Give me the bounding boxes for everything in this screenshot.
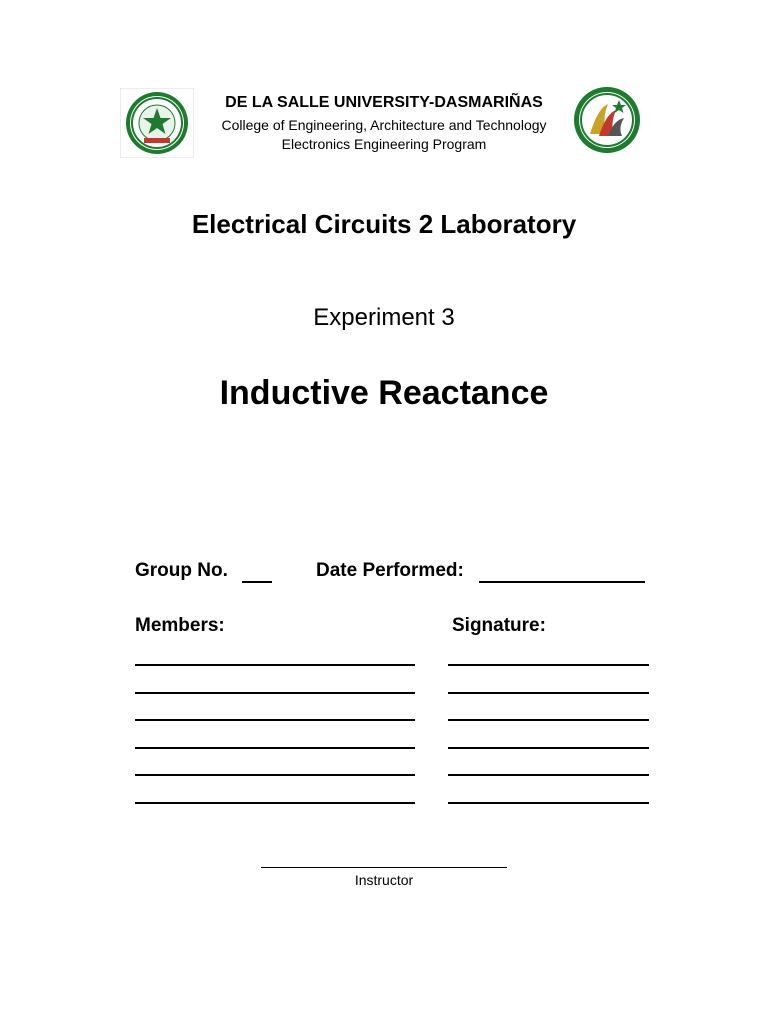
date-performed-label: Date Performed: [316, 560, 464, 581]
member-signature-line[interactable] [448, 664, 649, 666]
college-name: College of Engineering, Architecture and Technology [221, 117, 547, 133]
course-title: Electrical Circuits 2 Laboratory [191, 209, 577, 239]
instructor-signature-line[interactable] [261, 867, 507, 868]
experiment-title: Inductive Reactance [219, 374, 549, 412]
member-name-line[interactable] [135, 719, 415, 721]
member-name-line[interactable] [135, 802, 415, 804]
member-signature-line[interactable] [448, 774, 649, 776]
member-signature-line[interactable] [448, 692, 649, 694]
member-name-line[interactable] [135, 692, 415, 694]
signature-label: Signature: [452, 615, 546, 636]
member-signature-line[interactable] [448, 747, 649, 749]
date-performed-blank[interactable] [479, 581, 645, 583]
member-name-line[interactable] [135, 664, 415, 666]
program-name: Electronics Engineering Program [281, 136, 487, 152]
group-number-label: Group No. [135, 560, 228, 581]
member-name-line[interactable] [135, 774, 415, 776]
instructor-label: Instructor [354, 872, 414, 888]
group-number-blank[interactable] [242, 581, 272, 583]
member-name-line[interactable] [135, 747, 415, 749]
experiment-number: Experiment 3 [313, 304, 455, 331]
member-signature-line[interactable] [448, 719, 649, 721]
member-signature-line[interactable] [448, 802, 649, 804]
members-label: Members: [135, 615, 225, 636]
university-name: DE LA SALLE UNIVERSITY-DASMARIÑAS [225, 94, 543, 111]
